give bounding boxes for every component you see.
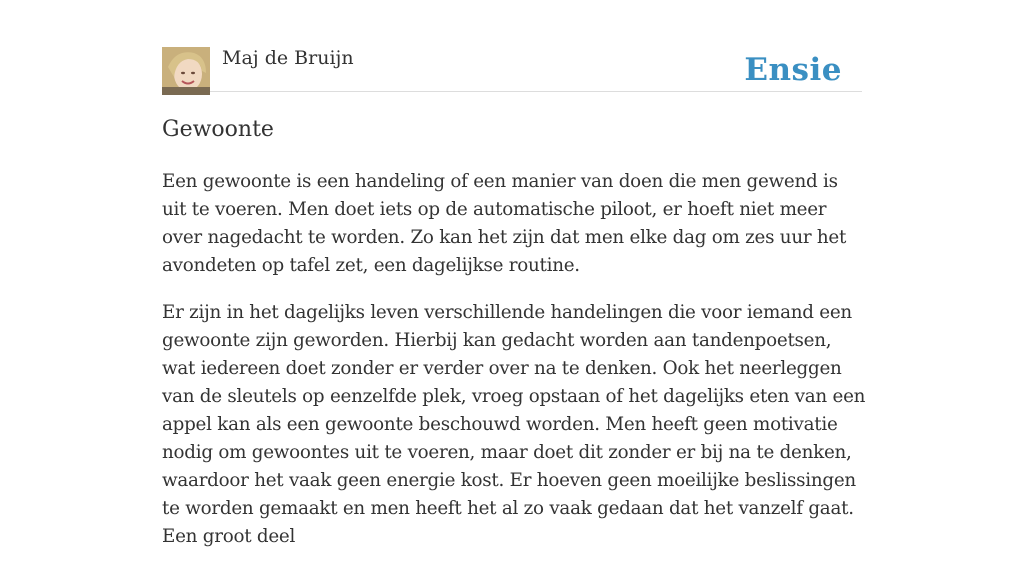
author-avatar[interactable] xyxy=(162,47,210,95)
ensie-logo[interactable]: Ensie xyxy=(744,52,842,88)
author-name[interactable]: Maj de Bruijn xyxy=(222,47,354,69)
article-title: Gewoonte xyxy=(162,117,274,142)
article-paragraph: Een gewoonte is een handeling of een manier van doen die men gewend is uit te voeren. Men doet iets op de automatische piloot, er hoeft niet meer over nagedacht te worden. Zo kan het zijn dat men elke dag om zes uur het avondeten op tafel zet, een dagelijkse routine. xyxy=(162,171,847,276)
author-header xyxy=(162,44,862,92)
article-paragraph: Er zijn in het dagelijks leven verschillende handelingen die voor iemand een gewoonte zijn geworden. Hierbij kan gedacht worden aan tandenpoetsen, wat iedereen doet zonder er verder over na te denken. Ook het neerleggen van de sleutels op eenzelfde plek, vroeg opstaan of het dagelijks eten van een appel kan als een gewoonte beschouwd worden. Men heeft geen motivatie nodig om gewoontes uit te voeren, maar doet dit zonder er bij na te denken, waardoor het vaak geen energie kost. Er hoeven geen moeilijke beslissingen te worden gemaakt en men heeft het al zo vaak gedaan dat het vanzelf gaat. Een groot deel xyxy=(162,302,866,547)
avatar-photo-icon xyxy=(162,47,210,95)
article-body xyxy=(162,168,866,570)
